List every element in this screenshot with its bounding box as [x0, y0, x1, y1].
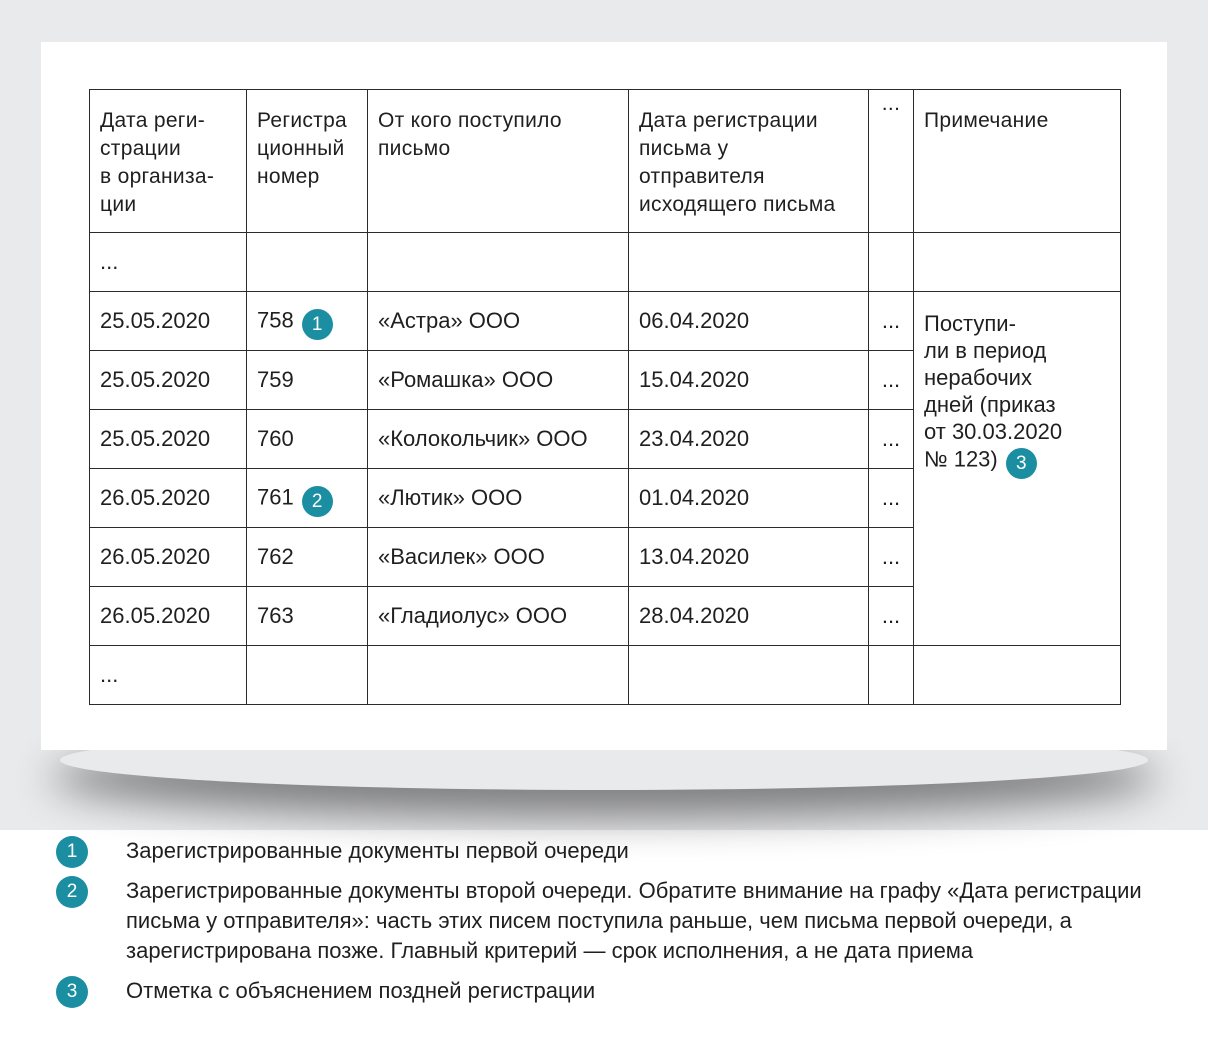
table-row-ellipsis-bottom — [90, 646, 1121, 705]
marker-badge: 1 — [302, 309, 333, 340]
cell-sender: «Гладиолус» ООО — [368, 587, 629, 646]
cell-sender-date: 15.04.2020 — [629, 351, 869, 410]
legend-text: Отметка с объяснением поздней регистрации — [126, 978, 596, 1003]
marker-badge: 3 — [56, 976, 88, 1008]
cell-note — [914, 292, 1121, 646]
cell-number: 760 — [247, 410, 368, 469]
empty-cell — [914, 646, 1121, 705]
cell-sender-date: 06.04.2020 — [629, 292, 869, 351]
cell-sender-date: 28.04.2020 — [629, 587, 869, 646]
header-ellipsis: ... — [869, 90, 914, 233]
cell-date: 25.05.2020 — [90, 351, 247, 410]
marker-badge: 3 — [1006, 448, 1037, 479]
cell-ellipsis: ... — [869, 292, 914, 351]
cell-sender-date: 23.04.2020 — [629, 410, 869, 469]
cell-number — [247, 469, 368, 528]
table-row-ellipsis-top — [90, 233, 1121, 292]
cell-ellipsis: ... — [869, 528, 914, 587]
empty-cell — [869, 646, 914, 705]
cell-number: 762 — [247, 528, 368, 587]
registration-journal-table — [89, 89, 1121, 705]
cell-date: 26.05.2020 — [90, 469, 247, 528]
note-text: Поступи- ли в период нерабочих дней (приказ от 30.03.2020 № 123) — [924, 311, 1063, 472]
number-text: 761 — [257, 483, 294, 509]
cell-sender: «Ромашка» ООО — [368, 351, 629, 410]
cell-ellipsis: ... — [869, 587, 914, 646]
cell-date: 25.05.2020 — [90, 292, 247, 351]
table-header-row — [90, 90, 1121, 233]
cell-sender: «Василек» ООО — [368, 528, 629, 587]
cell-number — [247, 292, 368, 351]
empty-cell — [914, 233, 1121, 292]
cell-ellipsis: ... — [869, 351, 914, 410]
cell-sender: «Колокольчик» ООО — [368, 410, 629, 469]
header-registration-number: Регистра ционный номер — [247, 90, 368, 233]
ellipsis-cell: ... — [90, 233, 247, 292]
header-sender-date: Дата регистрации письма у отправителя исходящего письма — [629, 90, 869, 233]
table-row — [90, 292, 1121, 351]
cell-date: 26.05.2020 — [90, 528, 247, 587]
header-sender: От кого поступило письмо — [368, 90, 629, 233]
header-registration-date: Дата реги- страции в организа- ции — [90, 90, 247, 233]
empty-cell — [247, 233, 368, 292]
empty-cell — [247, 646, 368, 705]
cell-sender-date: 01.04.2020 — [629, 469, 869, 528]
cell-ellipsis: ... — [869, 469, 914, 528]
cell-date: 26.05.2020 — [90, 587, 247, 646]
ellipsis-cell: ... — [90, 646, 247, 705]
marker-badge: 2 — [302, 486, 333, 517]
legend-item — [56, 876, 1186, 966]
cell-sender: «Астра» ООО — [368, 292, 629, 351]
number-text: 758 — [257, 306, 294, 332]
marker-badge: 1 — [56, 836, 88, 868]
empty-cell — [629, 233, 869, 292]
marker-badge: 2 — [56, 876, 88, 908]
cell-date: 25.05.2020 — [90, 410, 247, 469]
legend — [56, 836, 1186, 1016]
cell-number: 759 — [247, 351, 368, 410]
legend-text: Зарегистрированные документы второй очереди. Обратите внимание на графу «Дата регистрации письма у отправителя»: часть этих писем поступила раньше, чем письма первой очереди, а зарегистрирована позже. Главный критерий — срок исполнения, а не дата приема — [126, 878, 1142, 963]
cell-ellipsis: ... — [869, 410, 914, 469]
empty-cell — [368, 646, 629, 705]
header-note: Примечание — [914, 90, 1121, 233]
legend-item — [56, 836, 1186, 866]
empty-cell — [869, 233, 914, 292]
empty-cell — [629, 646, 869, 705]
document-sheet — [41, 42, 1167, 750]
cell-number: 763 — [247, 587, 368, 646]
cell-sender: «Лютик» ООО — [368, 469, 629, 528]
legend-text: Зарегистрированные документы первой очереди — [126, 838, 629, 863]
empty-cell — [368, 233, 629, 292]
cell-sender-date: 13.04.2020 — [629, 528, 869, 587]
legend-item — [56, 976, 1186, 1006]
